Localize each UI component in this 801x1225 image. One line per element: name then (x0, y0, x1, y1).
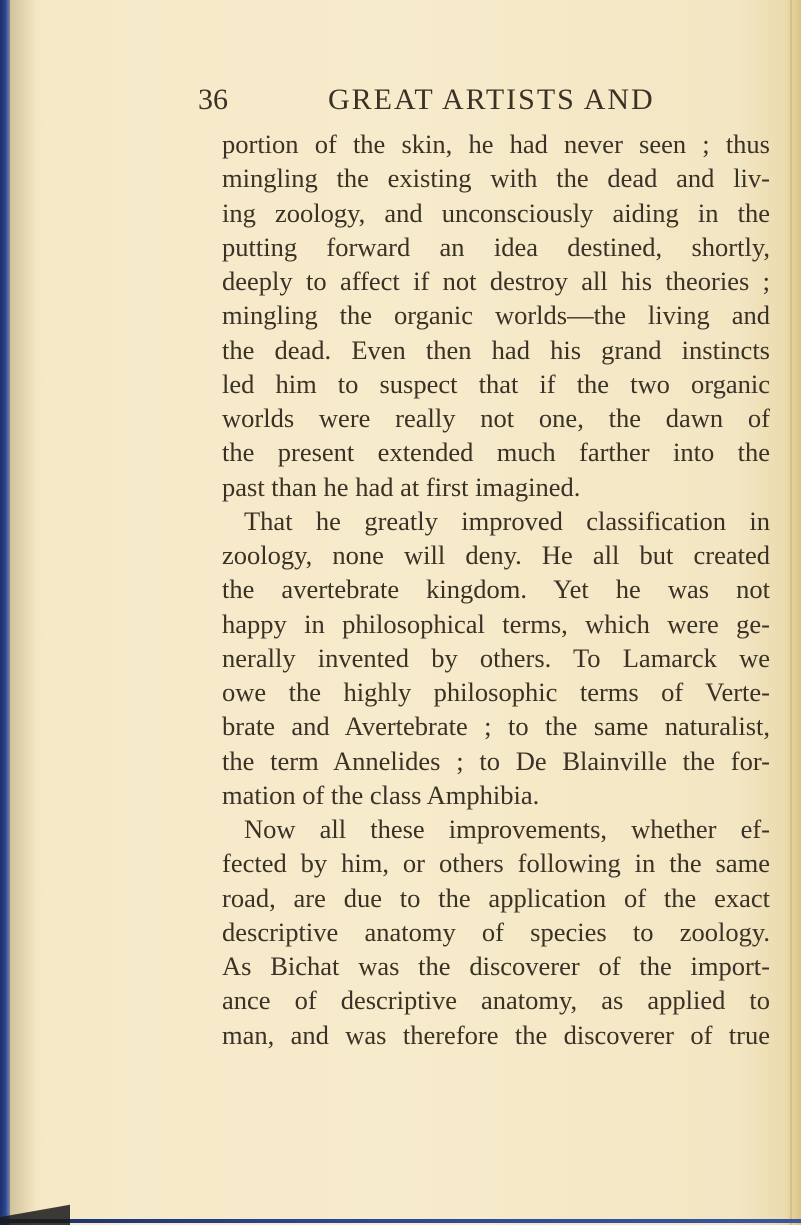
text-line: worlds were really not one, the dawn of (222, 403, 770, 433)
text-line: That he greatly improved classification in (244, 505, 770, 536)
text-line: portion of the skin, he had never seen ; thus (222, 129, 770, 159)
text-line: Now all these improvements, whether ef- (244, 814, 770, 844)
text-line: As Bichat was the discoverer of the import- (222, 951, 770, 981)
text-line: owe the highly philosophic terms of Verte- (222, 677, 770, 707)
text-line: led him to suspect that if the two organic (222, 368, 770, 399)
bottom-binding-edge (0, 1219, 801, 1223)
text-line: happy in philosophical terms, which were ge- (222, 608, 770, 639)
text-line: nerally invented by others. To Lamarck we (222, 642, 770, 673)
gutter-shadow (10, 0, 36, 1225)
text-line: road, are due to the application of the exact (222, 882, 770, 913)
left-binding-edge (0, 0, 10, 1225)
text-line: ing zoology, and unconsciously aiding in the (222, 197, 770, 228)
text-line: deeply to affect if not destroy all his theories ; (222, 266, 770, 296)
bottom-corner-shadow (0, 1203, 70, 1225)
text-line: mingling the organic worlds—the living and (222, 300, 770, 331)
running-title: GREAT ARTISTS AND (328, 83, 655, 116)
text-line: mation of the class Amphibia. (222, 779, 540, 810)
text-line: zoology, none will deny. He all but created (222, 540, 770, 570)
page-number: 36 (198, 83, 228, 116)
right-edge-line (790, 0, 792, 1225)
text-line: the present extended much farther into the (222, 437, 770, 468)
text-line: the term Annelides ; to De Blainville the for- (222, 745, 770, 776)
text-line: man, and was therefore the discoverer of true (222, 1019, 770, 1050)
page-header (198, 80, 655, 120)
text-line: the avertebrate kingdom. Yet he was not (222, 574, 770, 605)
text-line: descriptive anatomy of species to zoology. (222, 916, 770, 947)
text-line: brate and Avertebrate ; to the same naturalist, (222, 711, 770, 742)
text-line: the dead. Even then had his grand instincts (222, 334, 770, 365)
body-text (222, 127, 770, 1052)
text-line: putting forward an idea destined, shortly, (222, 231, 770, 262)
text-line: mingling the existing with the dead and liv- (222, 163, 770, 194)
text-line: ance of descriptive anatomy, as applied to (222, 985, 770, 1016)
text-line: fected by him, or others following in the same (222, 848, 770, 879)
right-page-edge (785, 0, 801, 1225)
text-line: past than he had at first imagined. (222, 471, 581, 502)
